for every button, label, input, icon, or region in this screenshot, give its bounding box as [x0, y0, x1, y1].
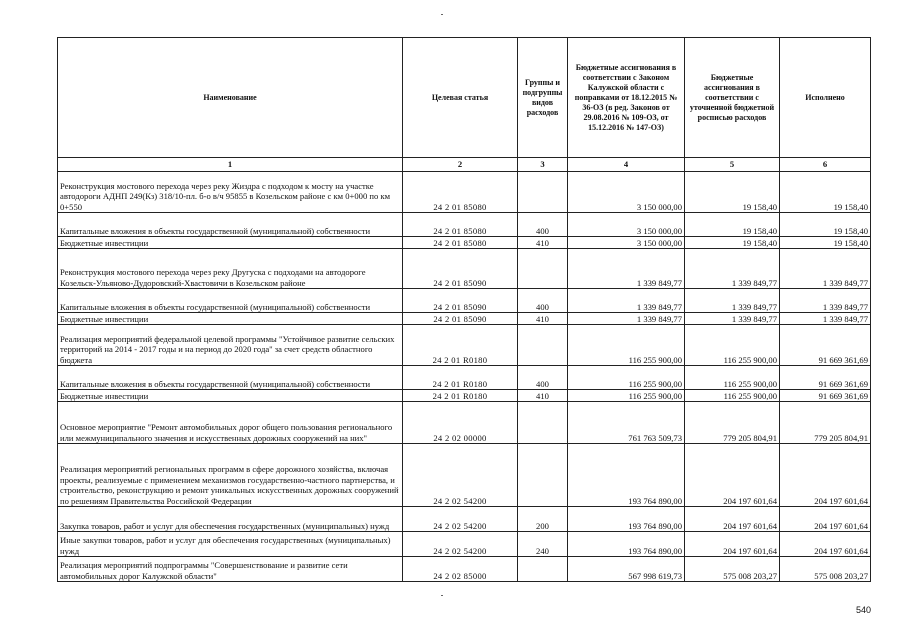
- row-group: 410: [518, 390, 568, 402]
- budget-table: [57, 37, 871, 582]
- row-planned-amount: 116 255 900,00: [685, 325, 780, 366]
- row-name: Бюджетные инвестиции: [58, 313, 403, 325]
- row-code: 24 2 01 R0180: [403, 366, 518, 390]
- row-group: 400: [518, 289, 568, 313]
- row-executed-amount: 204 197 601,64: [780, 532, 871, 557]
- row-law-amount: 3 150 000,00: [568, 172, 685, 213]
- row-name: Реализация мероприятий региональных программ в сфере дорожного хозяйства, включая проекты, реализуемые с применением механизмов государственно-частного партнерства, и строительство, реконструкцию и ремонт уникальных искусственных дорожных сооружений по решениям Правительства Российской Федерации: [58, 444, 403, 507]
- row-name: Реализация мероприятий подпрограммы "Совершенствование и развитие сети автомобильных дорог Калужской области": [58, 557, 403, 582]
- table-row: [58, 390, 871, 402]
- row-code: 24 2 01 85090: [403, 249, 518, 289]
- table-row: [58, 507, 871, 532]
- row-law-amount: 116 255 900,00: [568, 390, 685, 402]
- header-law-assignments: Бюджетные ассигнования в соответствии с Законом Калужской области с поправками от 18.12.2015 № 36-ОЗ (в ред. Законов от 29.08.2016 № 109-ОЗ, от 15.12.2016 № 147-ОЗ): [568, 38, 685, 158]
- row-law-amount: 116 255 900,00: [568, 366, 685, 390]
- row-code: 24 2 02 00000: [403, 402, 518, 444]
- scan-speck: [441, 14, 443, 15]
- row-code: 24 2 01 85090: [403, 313, 518, 325]
- row-executed-amount: 1 339 849,77: [780, 313, 871, 325]
- table-row: [58, 313, 871, 325]
- row-group: 410: [518, 313, 568, 325]
- row-code: 24 2 01 R0180: [403, 325, 518, 366]
- row-name: Основное мероприятие "Ремонт автомобильных дорог общего пользования регионального или межмуниципального значения и искусственных дорожных сооружений на них": [58, 402, 403, 444]
- row-name: Реконструкция мостового перехода через реку Жиздра с подходом к мосту на участке автодороги АДНП 249(Кз) 318/10-пл. б-о в/ч 95855 в Козельском районе с км 0+000 по км 0+550: [58, 172, 403, 213]
- header-name: Наименование: [58, 38, 403, 158]
- header-planned-assignments: Бюджетные ассигнования в соответствии с уточненной бюджетной росписью расходов: [685, 38, 780, 158]
- row-planned-amount: 19 158,40: [685, 213, 780, 237]
- column-number: 5: [685, 158, 780, 172]
- row-group: [518, 325, 568, 366]
- row-name: Реконструкция мостового перехода через реку Другуска с подходами на автодороге Козельск-Ульяново-Дудоровский-Хвастовичи в Козельском районе: [58, 249, 403, 289]
- row-code: 24 2 01 85080: [403, 237, 518, 249]
- row-name: Капитальные вложения в объекты государственной (муниципальной) собственности: [58, 289, 403, 313]
- table-row: [58, 237, 871, 249]
- row-executed-amount: 204 197 601,64: [780, 444, 871, 507]
- row-name: Бюджетные инвестиции: [58, 237, 403, 249]
- row-code: 24 2 01 85080: [403, 213, 518, 237]
- row-law-amount: 1 339 849,77: [568, 313, 685, 325]
- table-header-row: [58, 38, 871, 158]
- row-planned-amount: 1 339 849,77: [685, 289, 780, 313]
- row-group: 400: [518, 213, 568, 237]
- row-executed-amount: 575 008 203,27: [780, 557, 871, 582]
- row-group: [518, 444, 568, 507]
- row-code: 24 2 01 85090: [403, 289, 518, 313]
- row-law-amount: 193 764 890,00: [568, 507, 685, 532]
- row-planned-amount: 116 255 900,00: [685, 366, 780, 390]
- row-code: 24 2 02 54200: [403, 507, 518, 532]
- row-planned-amount: 204 197 601,64: [685, 444, 780, 507]
- header-executed: Исполнено: [780, 38, 871, 158]
- row-code: 24 2 01 R0180: [403, 390, 518, 402]
- row-law-amount: 567 998 619,73: [568, 557, 685, 582]
- row-executed-amount: 19 158,40: [780, 237, 871, 249]
- row-group: [518, 249, 568, 289]
- row-executed-amount: 779 205 804,91: [780, 402, 871, 444]
- row-law-amount: 3 150 000,00: [568, 237, 685, 249]
- row-planned-amount: 1 339 849,77: [685, 313, 780, 325]
- row-group: [518, 172, 568, 213]
- row-code: 24 2 02 54200: [403, 532, 518, 557]
- row-group: 400: [518, 366, 568, 390]
- scan-speck: [441, 595, 443, 596]
- row-planned-amount: 19 158,40: [685, 172, 780, 213]
- row-law-amount: 193 764 890,00: [568, 532, 685, 557]
- row-planned-amount: 779 205 804,91: [685, 402, 780, 444]
- row-code: 24 2 02 85000: [403, 557, 518, 582]
- page-number: 540: [856, 605, 872, 615]
- table-row: [58, 444, 871, 507]
- row-code: 24 2 02 54200: [403, 444, 518, 507]
- row-executed-amount: 91 669 361,69: [780, 366, 871, 390]
- row-executed-amount: 1 339 849,77: [780, 289, 871, 313]
- table-row: [58, 325, 871, 366]
- row-name: Иные закупки товаров, работ и услуг для обеспечения государственных (муниципальных) нужд: [58, 532, 403, 557]
- row-group: [518, 402, 568, 444]
- table-row: [58, 213, 871, 237]
- row-executed-amount: 204 197 601,64: [780, 507, 871, 532]
- table-row: [58, 289, 871, 313]
- table-row: [58, 402, 871, 444]
- table-row: [58, 557, 871, 582]
- row-planned-amount: 204 197 601,64: [685, 507, 780, 532]
- table-row: [58, 532, 871, 557]
- row-law-amount: 761 763 509,73: [568, 402, 685, 444]
- row-group: 240: [518, 532, 568, 557]
- row-law-amount: 3 150 000,00: [568, 213, 685, 237]
- row-code: 24 2 01 85080: [403, 172, 518, 213]
- row-group: 410: [518, 237, 568, 249]
- column-number: 6: [780, 158, 871, 172]
- table-row: [58, 366, 871, 390]
- row-name: Бюджетные инвестиции: [58, 390, 403, 402]
- column-number-row: [58, 158, 871, 172]
- row-law-amount: 116 255 900,00: [568, 325, 685, 366]
- row-law-amount: 1 339 849,77: [568, 289, 685, 313]
- column-number: 4: [568, 158, 685, 172]
- column-number: 1: [58, 158, 403, 172]
- row-name: Капитальные вложения в объекты государственной (муниципальной) собственности: [58, 213, 403, 237]
- row-executed-amount: 19 158,40: [780, 213, 871, 237]
- row-name: Закупка товаров, работ и услуг для обеспечения государственных (муниципальных) нужд: [58, 507, 403, 532]
- header-code: Целевая статья: [403, 38, 518, 158]
- column-number: 2: [403, 158, 518, 172]
- row-group: [518, 557, 568, 582]
- row-executed-amount: 1 339 849,77: [780, 249, 871, 289]
- row-executed-amount: 91 669 361,69: [780, 325, 871, 366]
- row-planned-amount: 1 339 849,77: [685, 249, 780, 289]
- row-name: Капитальные вложения в объекты государственной (муниципальной) собственности: [58, 366, 403, 390]
- row-executed-amount: 19 158,40: [780, 172, 871, 213]
- row-executed-amount: 91 669 361,69: [780, 390, 871, 402]
- row-law-amount: 1 339 849,77: [568, 249, 685, 289]
- row-planned-amount: 19 158,40: [685, 237, 780, 249]
- row-group: 200: [518, 507, 568, 532]
- table-row: [58, 249, 871, 289]
- row-name: Реализация мероприятий федеральной целевой программы "Устойчивое развитие сельских территорий на 2014 - 2017 годы и на период до 2020 года" за счет средств областного бюджета: [58, 325, 403, 366]
- table-row: [58, 172, 871, 213]
- row-planned-amount: 575 008 203,27: [685, 557, 780, 582]
- column-number: 3: [518, 158, 568, 172]
- row-law-amount: 193 764 890,00: [568, 444, 685, 507]
- row-planned-amount: 116 255 900,00: [685, 390, 780, 402]
- row-planned-amount: 204 197 601,64: [685, 532, 780, 557]
- header-group: Группы и подгруппы видов расходов: [518, 38, 568, 158]
